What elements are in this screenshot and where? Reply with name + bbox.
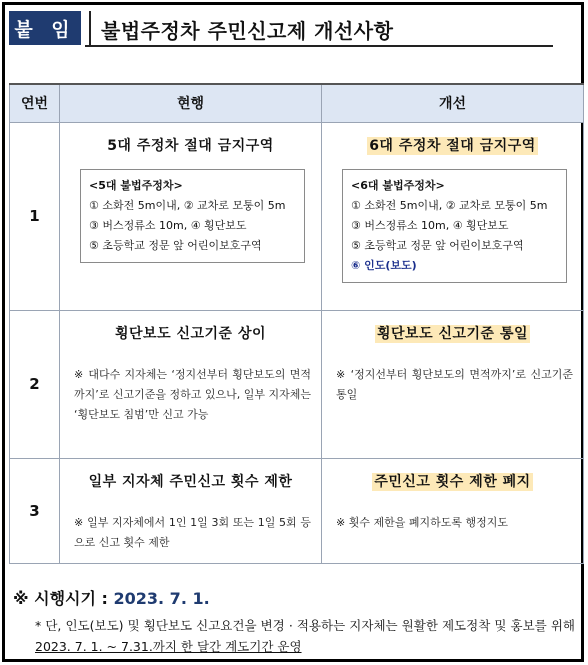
title-box [89, 11, 555, 45]
highlighted-text: 횡단보도 신고기준 통일 [377, 325, 528, 342]
zone-list-heading: <5대 불법주정차> [89, 178, 183, 192]
row-number: 2 [10, 310, 60, 458]
table-row [10, 458, 584, 563]
header-improved: 개선 [322, 84, 584, 122]
zone-list-item: ① 소화전 5m이내, ② 교차로 모퉁이 5m [89, 198, 286, 212]
current-zone-list [80, 169, 305, 263]
improved-title [322, 471, 583, 491]
current-cell [60, 122, 322, 310]
improved-note: ※ 횟수 제한을 폐지하도록 행정지도 [336, 515, 508, 529]
improved-title [322, 135, 583, 155]
document-title: 불법주정차 주민신고제 개선사항 [101, 19, 394, 43]
improved-note: ※ ‘정지선부터 횡단보도의 면적까지’로 신고기준 통일 [336, 367, 573, 401]
zone-list-item: ⑤ 초등학교 정문 앞 어린이보호구역 [351, 238, 524, 252]
title-underline [85, 45, 553, 47]
current-note: ※ 일부 지자체에서 1인 1일 3회 또는 1일 5회 등으로 신고 횟수 제한 [74, 515, 311, 549]
attachment-badge: 붙 임 [9, 11, 81, 45]
improved-cell [322, 122, 584, 310]
table-row [10, 122, 584, 310]
zone-list-heading: <6대 불법주정차> [351, 178, 445, 192]
header-number: 연번 [10, 84, 60, 122]
row-number: 1 [10, 122, 60, 310]
zone-list-item: ③ 버스정류소 10m, ④ 횡단보도 [351, 218, 509, 232]
footnote-text: * 단, 인도(보도) 및 횡단보도 신고요건을 변경 · 적용하는 지자체는 원활한 제도정착 및 홍보를 위해 [35, 618, 575, 633]
document-frame [2, 2, 584, 662]
improved-title [322, 323, 583, 343]
implementation-date-value: 2023. 7. 1. [113, 589, 210, 608]
current-title: 일부 지자체 주민신고 횟수 제한 [88, 473, 293, 490]
footnote [35, 615, 575, 657]
highlighted-text: 주민신고 횟수 제한 폐지 [374, 473, 531, 490]
header-current: 현행 [60, 84, 322, 122]
zone-list-item: ① 소화전 5m이내, ② 교차로 모퉁이 5m [351, 198, 548, 212]
added-zone-item: ⑥ 인도(보도) [351, 258, 417, 272]
zone-list-item: ⑤ 초등학교 정문 앞 어린이보호구역 [89, 238, 262, 252]
implementation-date [13, 586, 210, 609]
current-title: 횡단보도 신고기준 상이 [115, 325, 266, 342]
current-note: ※ 대다수 지자체는 ‘정지선부터 횡단보도의 면적까지’로 신고기준을 정하고 있으나, 일부 지자체는 ‘횡단보도 침범’만 신고 가능 [74, 367, 311, 421]
footnote-underlined: 2023. 7. 1. ~ 7.31.까지 한 달간 계도기간 운영 [35, 639, 302, 654]
highlighted-text: 6대 주정차 절대 금지구역 [369, 137, 536, 154]
current-cell [60, 458, 322, 563]
table-header-row [10, 84, 584, 122]
comparison-table [9, 83, 584, 564]
improved-cell [322, 310, 584, 458]
improved-cell [322, 458, 584, 563]
current-cell [60, 310, 322, 458]
table-row [10, 310, 584, 458]
implementation-label: ※ 시행시기 : [13, 589, 108, 608]
improved-zone-list [342, 169, 567, 283]
zone-list-item: ③ 버스정류소 10m, ④ 횡단보도 [89, 218, 247, 232]
row-number: 3 [10, 458, 60, 563]
current-title: 5대 주정차 절대 금지구역 [107, 137, 274, 154]
